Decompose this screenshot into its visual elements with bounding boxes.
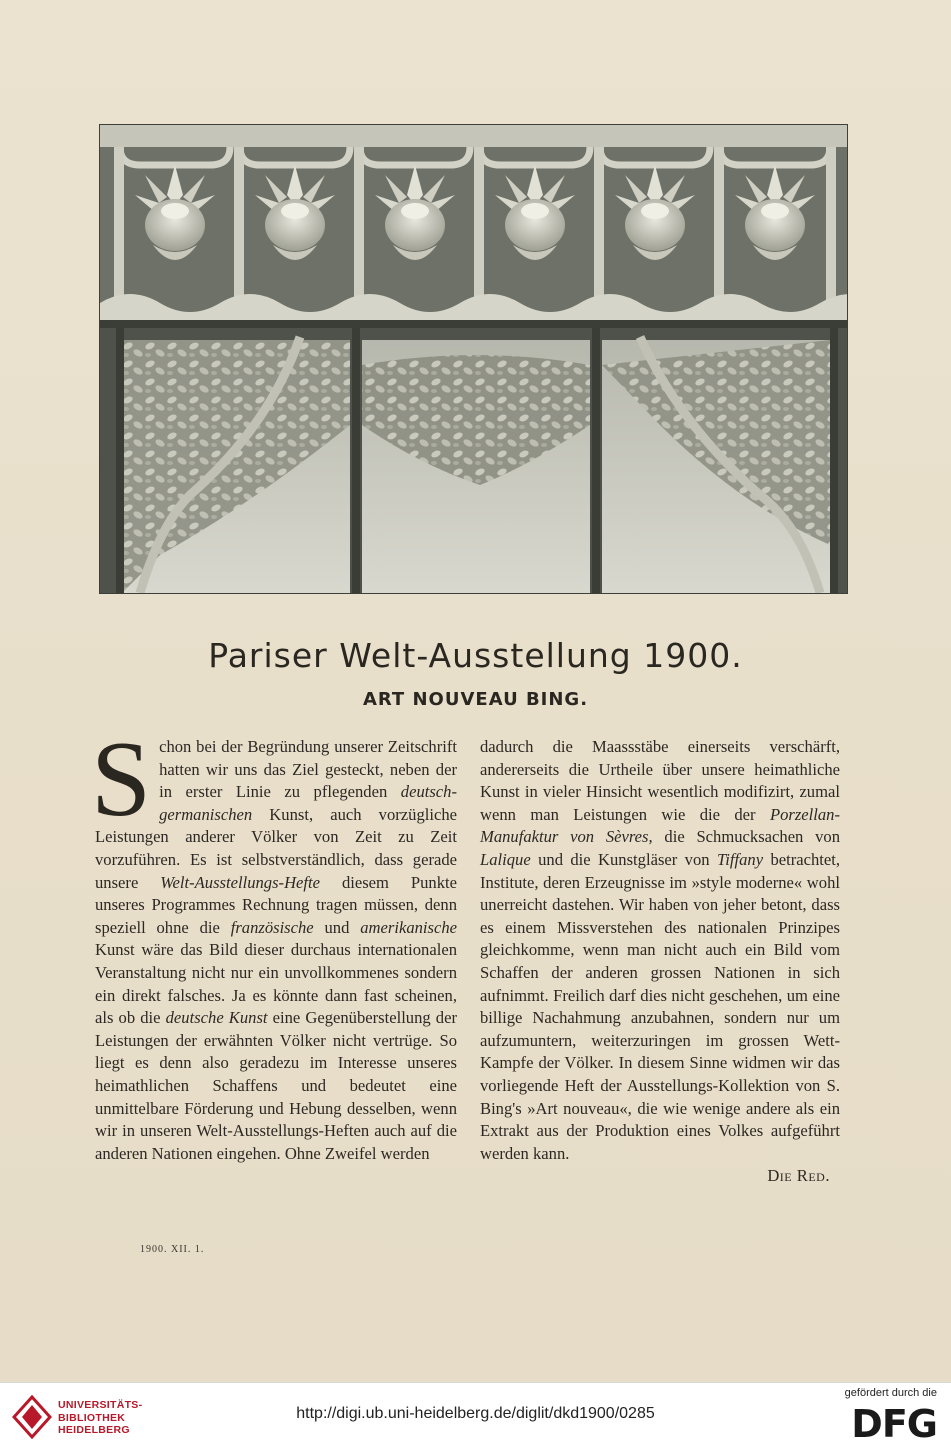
funding-label: gefördert durch die (844, 1387, 937, 1399)
italic-phrase: deutsch-germanischen (159, 782, 457, 824)
italic-phrase: deutsche Kunst (165, 1008, 268, 1028)
italic-phrase: Lalique (480, 849, 531, 869)
text-column-left (91, 720, 458, 1165)
text-run: diesem Punkte unseres Programmes Rechnung tragen müssen, denn speziell ohne die (95, 872, 457, 937)
library-name-line: BIBLIOTHEK (58, 1411, 126, 1424)
digitization-footer (0, 1382, 951, 1451)
italic-phrase: Welt-Ausstellungs-Hefte (160, 872, 321, 892)
text-run: eine Gegenüberstellung der Leistungen der erwähnten Völker nicht vertrüge. So liegt es denn also geradezu im Interesse unseres heimathlichen Schaffens und bedeutet eine unmittelbare Förderung und Hebung desselben, wenn wir in unseren Welt-Ausstellungs-Heften auch auf die anderen Nationen eingehen. Ohne Zweifel werden (95, 1008, 457, 1163)
text-run: betrachtet, Institute, deren Erzeugnisse im »style moderne« wohl unerreicht dastehen. Wir haben von jeher betont, dass es einem Missverstehen des nationalen Prinzipes gleichkomme, wenn man nicht auch ein Bild vom Schaffen der anderen grossen Nationen in sich aufnimmt. Freilich darf dies nicht geschehen, um eine billige Nachahmung anzubahnen, sondern nur um aufzumuntern, weiterzuringen im grossen Wett-Kampfe der Völker. In diesem Sinne widmen wir das vorliegende Heft der Ausstellungs-Kollektion von S. Bing's »Art nouveau«, die wie wenige andere als ein Extrakt aus der Produktion eines Volkes aufgeführt werden kann. (480, 849, 841, 1163)
text-run: und (313, 917, 361, 937)
library-name-line: HEIDELBERG (58, 1424, 130, 1436)
text-run: die Schmucksachen von (652, 827, 841, 847)
article-subtitle: ART NOUVEAU BING. (362, 689, 589, 710)
italic-phrase: französische (230, 917, 314, 937)
paragraph-right (480, 736, 840, 1165)
source-url-link[interactable]: http://digi.ub.uni-heidelberg.de/diglit/dkd1900/0285 (296, 1405, 655, 1422)
text-run: Kunst, auch vorzügliche Leistungen anderer Völker von Zeit zu Zeit vorzuführen. Es ist selbstverständlich, dass gerade unsere (95, 804, 457, 892)
drop-cap: S (91, 720, 152, 839)
italic-phrase: amerikanische (360, 917, 458, 937)
italic-phrase: Tiffany (716, 849, 764, 869)
text-run: dadurch die Maassstäbe einerseits verschärft, andererseits die Urtheile über unsere heimathliche Kunst in vieler Hinsicht wesentlich modifizirt, zumal wenn man Leistungen wie die der (480, 737, 840, 824)
italic-phrase: Porzellan-Manufaktur von Sèvres, (480, 804, 840, 847)
library-name-line: UNIVERSITÄTS- (58, 1399, 143, 1411)
article-title: Pariser Welt-Ausstellung 1900. (208, 636, 743, 675)
editorial-signature: Die Red. (767, 1166, 830, 1186)
page-mark: 1900. XII. 1. (140, 1244, 205, 1255)
text-column-right (480, 736, 840, 1188)
dfg-logo[interactable]: DFG (851, 1402, 937, 1446)
text-run: und die Kunstgläser von (530, 849, 717, 869)
text-run: chon bei der Begründung unserer Zeitschrift hatten wir uns das Ziel gesteckt, neben der in erster Linie zu pflegenden (159, 737, 457, 802)
art-nouveau-frieze-photograph (100, 125, 847, 593)
text-run: Kunst wäre das Bild dieser durchaus internationalen Veranstaltung nicht nur ein unvollkommenes sondern ein direkt falsches. Ja es könnte dann fast scheinen, als ob die (95, 940, 457, 1028)
